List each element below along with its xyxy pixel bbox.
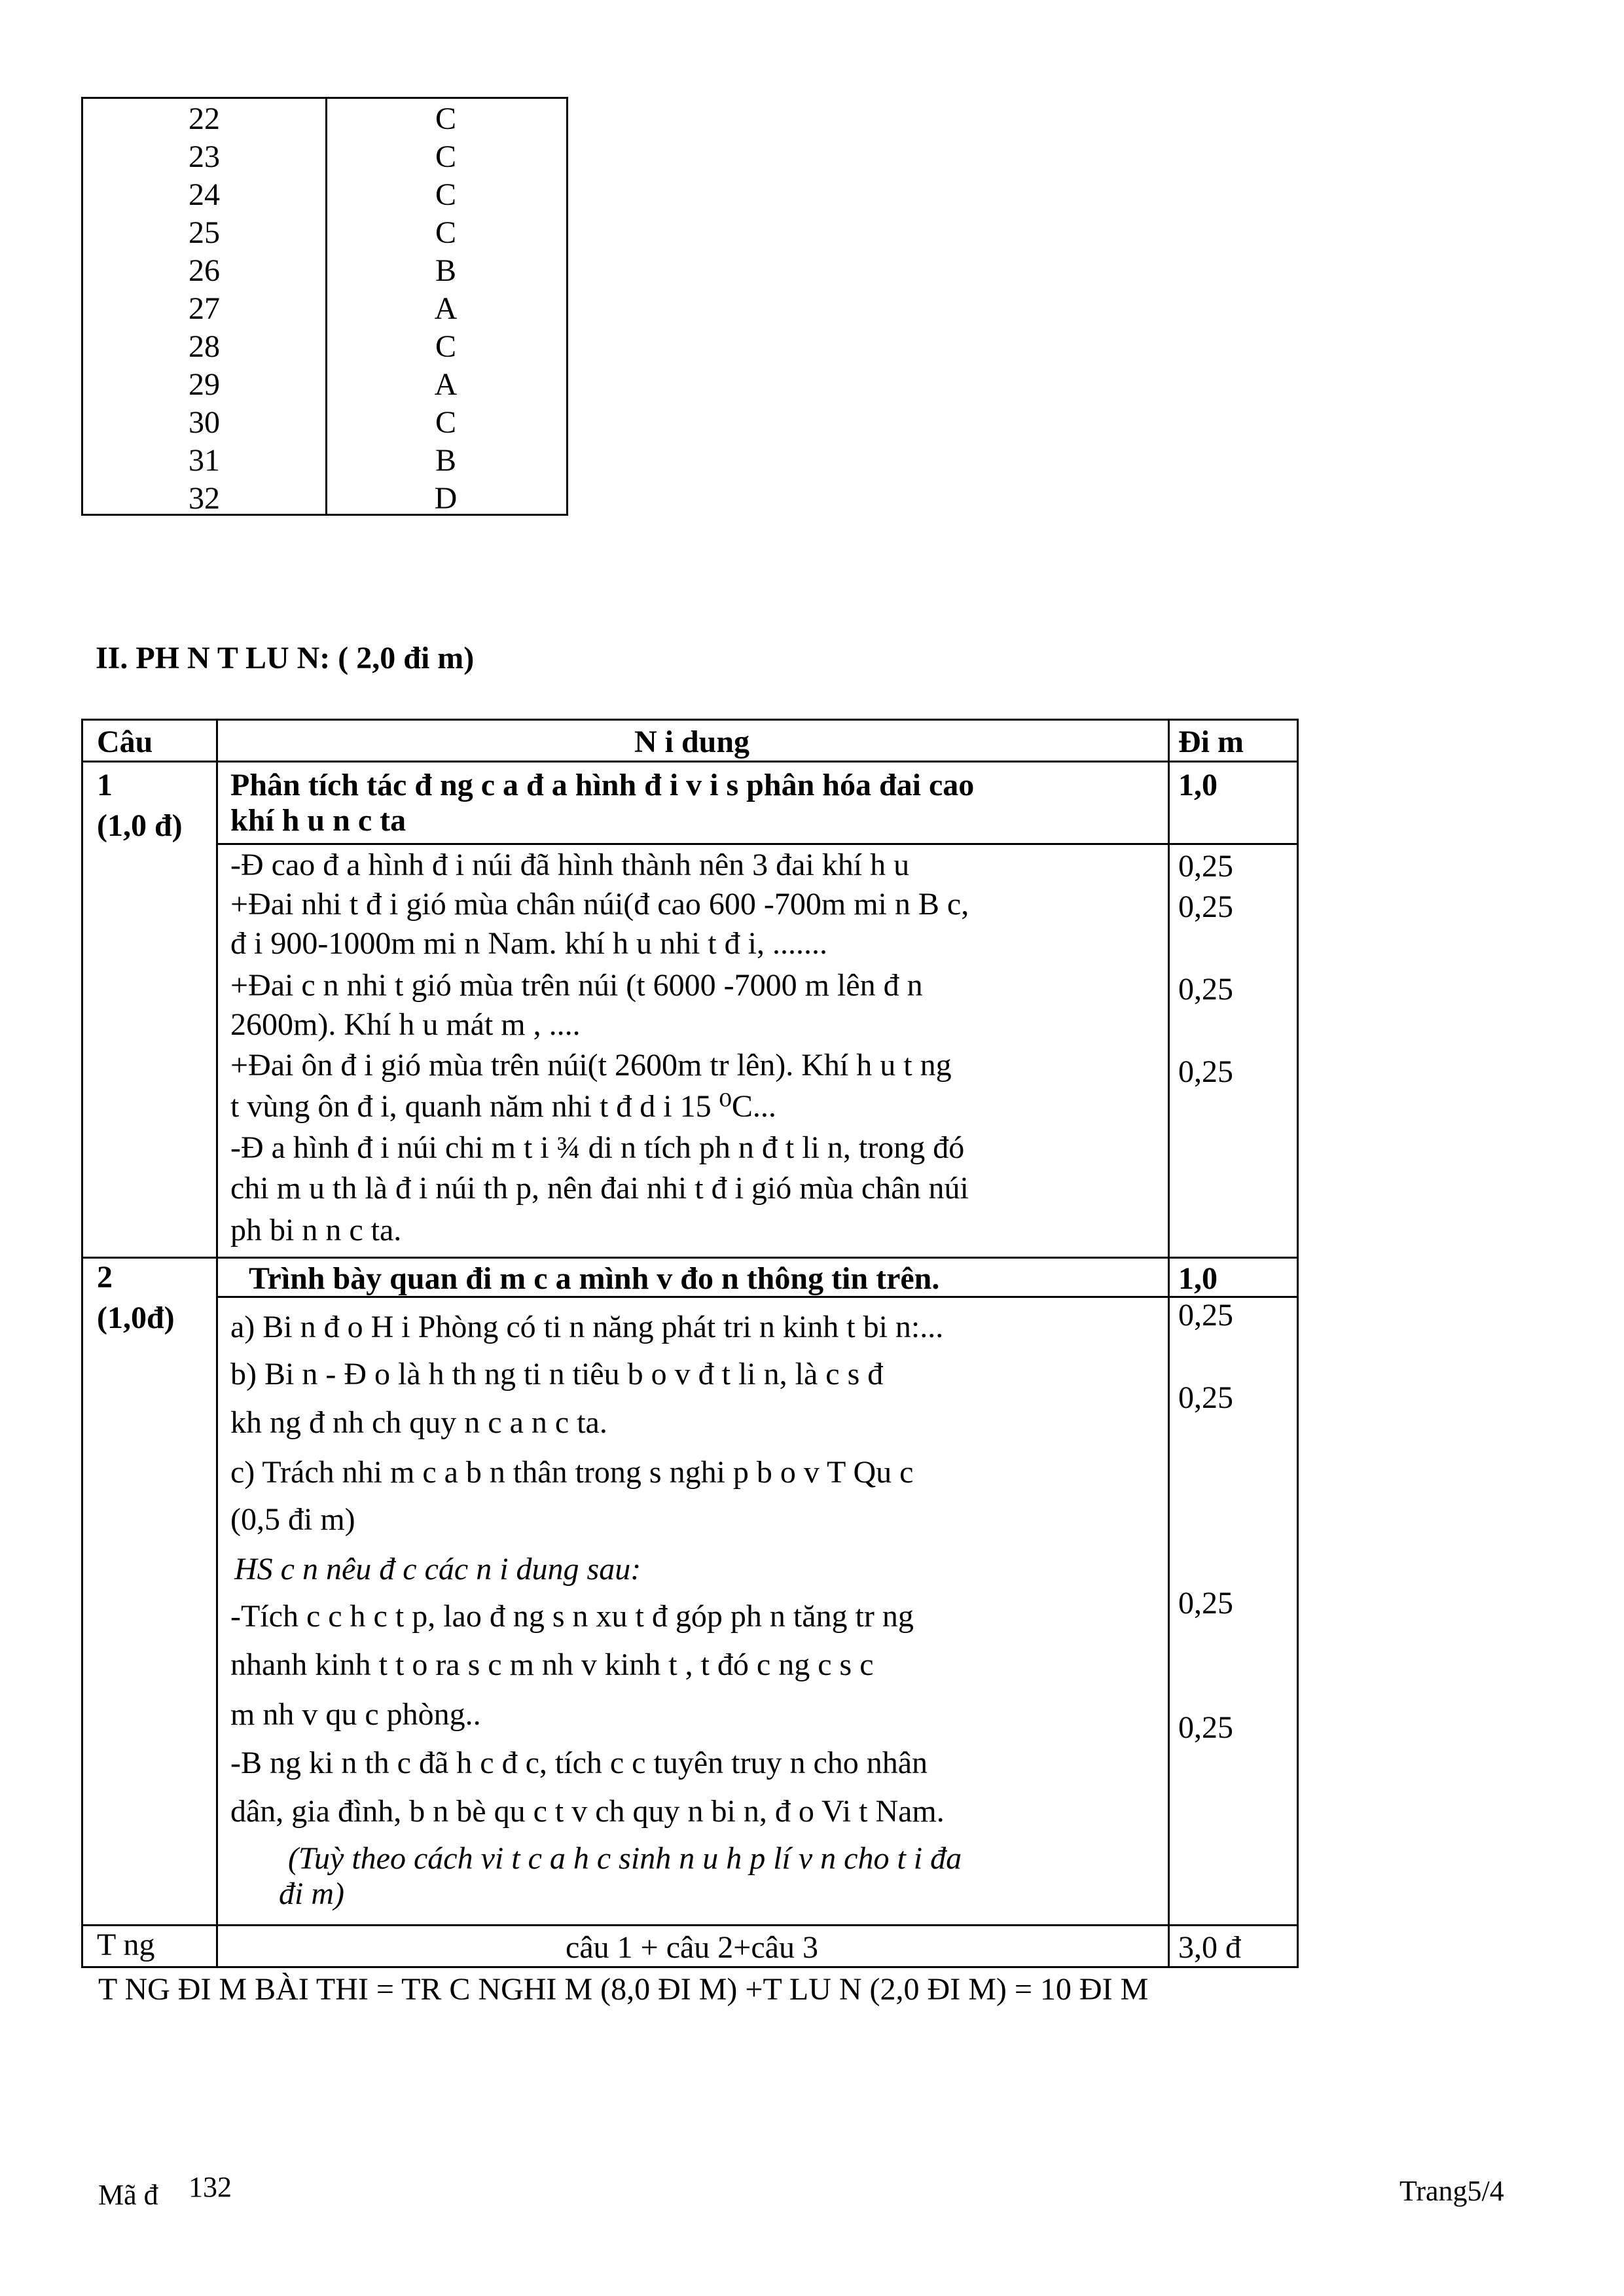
ma-de-value: 132 [189,2171,232,2203]
header-noi-dung: N i dung [634,725,750,759]
table-line [81,719,83,1968]
answer-letter: B [435,253,456,288]
question-number: 23 [189,139,220,174]
q1-score: 0,25 [1178,889,1233,924]
q1-line: đ i 900-1000m mi n Nam. khí h u nhi t đ i, ....... [230,926,827,961]
q2-line: dân, gia đình, b n bè qu c t v ch quy n bi n, đ o Vi t Nam. [230,1794,945,1829]
q1-title-line1: Phân tích tác đ ng c a đ a hình đ i v i s phân hóa đai cao [230,768,975,802]
answer-row [83,100,566,138]
q2-title-score: 1,0 [1178,1261,1218,1296]
q1-line: t vùng ôn đ i, quanh năm nhi t đ d i 15 ⁰C... [230,1089,776,1124]
table-line [216,843,1299,845]
answer-row [83,442,566,480]
answer-row [83,328,566,366]
table-line [81,719,1299,721]
question-number: 30 [189,405,220,440]
q2-number: 2 [97,1260,113,1295]
question-number: 31 [189,443,220,478]
q1-title-line2: khí h u n c ta [230,803,406,838]
table-line [1297,719,1299,1968]
page-number: Trang5/4 [1399,2175,1504,2207]
answer-letter: C [435,215,456,250]
q1-line: -Đ a hình đ i núi chi m t i ¾ di n tích ph n đ t li n, trong đó [230,1130,965,1165]
table-line [81,1257,1299,1259]
question-number: 32 [189,481,220,516]
answer-key-table [81,97,568,516]
answer-letter: C [435,101,456,136]
q2-score: 0,25 [1178,1298,1233,1333]
q1-score: 0,25 [1178,972,1233,1007]
question-number: 29 [189,367,220,402]
q1-line: +Đai c n nhi t gió mùa trên núi (t 6000 -7000 m lên đ n [230,968,923,1003]
answer-row [83,480,566,518]
grand-total: T NG ĐI M BÀI THI = TR C NGHI M (8,0 ĐI M) +T LU N (2,0 ĐI M) = 10 ĐI M [98,1972,1149,2007]
q2-line: -B ng ki n th c đã h c đ c, tích c c tuyên truy n cho nhân [230,1746,928,1780]
answer-letter: A [434,367,458,402]
answer-letter: C [435,329,456,364]
question-number: 26 [189,253,220,288]
q2-score: 0,25 [1178,1586,1233,1621]
q1-line: -Đ cao đ a hình đ i núi đã hình thành nên 3 đai khí h u [230,848,910,882]
q2-line: (Tuỳ theo cách vi t c a h c sinh n u h p lí v n cho t i đa [288,1841,962,1876]
table-line [1168,719,1170,1968]
answer-row [83,252,566,290]
answer-letter: A [434,291,458,326]
answer-row [83,404,566,442]
answer-row [83,290,566,328]
total-content: câu 1 + câu 2+câu 3 [566,1930,818,1965]
q2-line: (0,5 đi m) [230,1502,355,1537]
essay-table [81,719,1299,1970]
header-cau: Câu [97,725,153,759]
question-number: 27 [189,291,220,326]
q1-points: (1,0 đ) [97,808,183,843]
q1-line: +Đai ôn đ i gió mùa trên núi(t 2600m tr lên). Khí h u t ng [230,1048,952,1083]
q2-score: 0,25 [1178,1710,1233,1745]
answer-row [83,366,566,404]
answer-row [83,176,566,214]
q2-line: a) Bi n đ o H i Phòng có ti n năng phát tri n kinh t bi n:... [230,1310,944,1344]
q2-title: Trình bày quan đi m c a mình v đo n thông tin trên. [249,1261,940,1296]
q2-points: (1,0đ) [97,1300,175,1335]
question-number: 22 [189,101,220,136]
table-line [81,761,1299,762]
q1-number: 1 [97,768,113,802]
answer-letter: C [435,405,456,440]
q2-line: nhanh kinh t t o ra s c m nh v kinh t , t đó c ng c s c [230,1647,874,1682]
q2-line: đi m) [279,1876,344,1911]
ma-de-label: Mã đ [98,2179,158,2211]
table-line [81,1966,1299,1968]
q1-score: 0,25 [1178,849,1233,884]
q1-title-score: 1,0 [1178,768,1218,802]
table-line [81,1924,1299,1926]
q2-line: b) Bi n - Đ o là h th ng ti n tiêu b o v đ t li n, là c s đ [230,1357,884,1391]
q1-line: chi m u th là đ i núi th p, nên đai nhi t đ i gió mùa chân núi [230,1171,969,1206]
q2-line: -Tích c c h c t p, lao đ ng s n xu t đ góp ph n tăng tr ng [230,1599,914,1634]
q2-line: c) Trách nhi m c a b n thân trong s nghi p b o v T Qu c [230,1455,914,1490]
question-number: 28 [189,329,220,364]
answer-letter: C [435,139,456,174]
q2-line: HS c n nêu đ c các n i dung sau: [234,1552,641,1587]
question-number: 25 [189,215,220,250]
section-heading: II. PH N T LU N: ( 2,0 đi m) [96,641,475,675]
answer-row [83,138,566,176]
answer-row [83,214,566,252]
answer-letter: B [435,443,456,478]
q2-score: 0,25 [1178,1380,1233,1415]
q1-line: 2600m). Khí h u mát m , .... [230,1007,581,1042]
question-number: 24 [189,177,220,212]
q1-line: +Đai nhi t đ i gió mùa chân núi(đ cao 600 -700m mi n B c, [230,887,969,922]
table-line [216,719,218,1968]
answer-letter: D [434,481,458,516]
total-score: 3,0 đ [1178,1930,1241,1965]
header-diem: Đi m [1178,725,1244,759]
answer-letter: C [435,177,456,212]
q1-line: ph bi n n c ta. [230,1213,402,1247]
total-label: T ng [97,1928,155,1962]
q2-line: m nh v qu c phòng.. [230,1697,481,1732]
q1-score: 0,25 [1178,1054,1233,1089]
q2-line: kh ng đ nh ch quy n c a n c ta. [230,1405,607,1440]
